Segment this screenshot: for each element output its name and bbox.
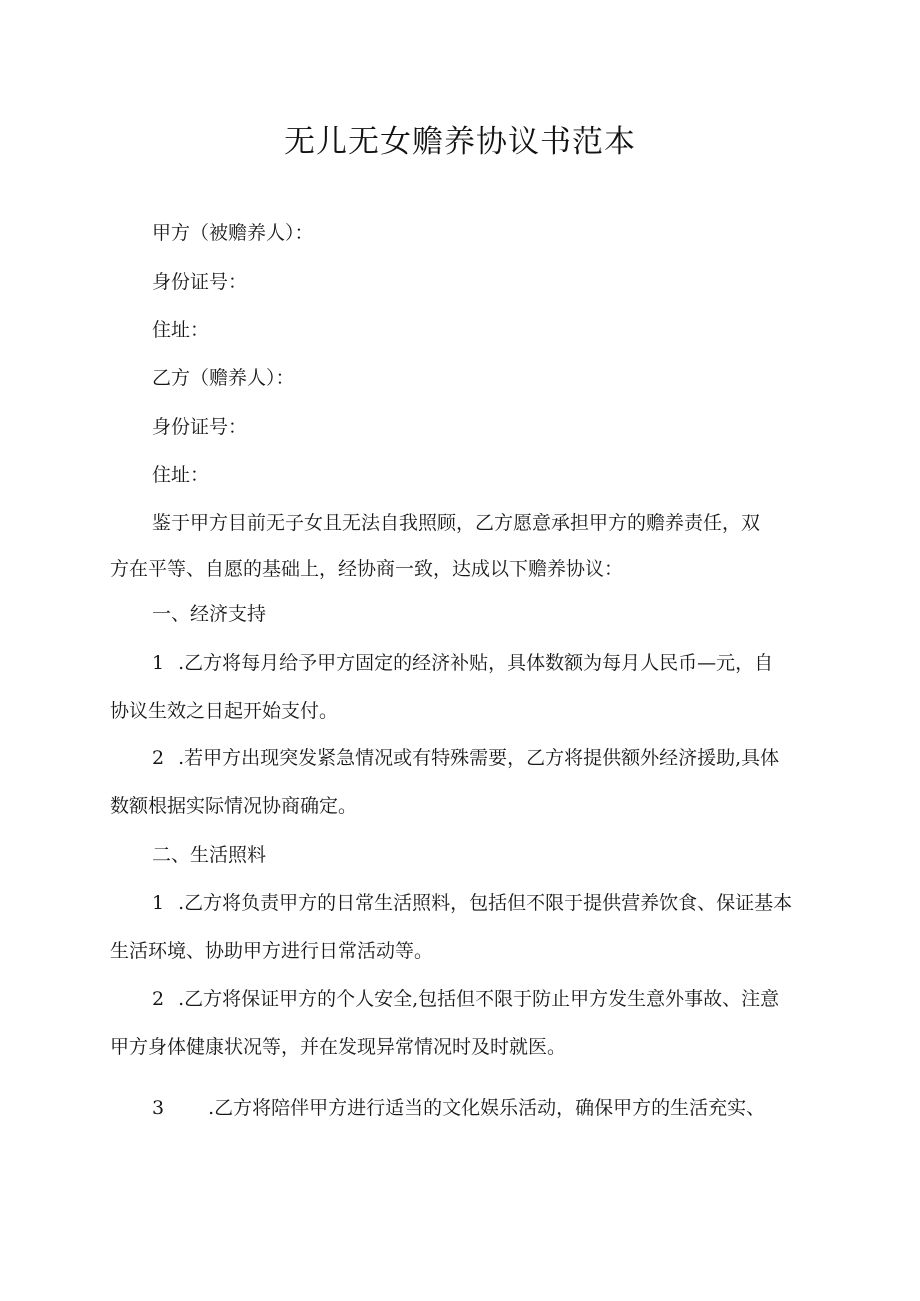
preamble-line-1: 鉴于甲方目前无子女且无法自我照顾，乙方愿意承担甲方的赡养责任，双 [152,512,761,534]
section-2-item-1-line-2: 生活环境、协助甲方进行日常活动等。 [110,940,434,962]
party-a-address-label: 住址： [152,319,210,341]
item-text: .乙方将保证甲方的个人安全,包括但不限于防止甲方发生意外事故、注意 [178,988,780,1010]
section-1-item-2-line-2: 数额根据实际情况协商确定。 [110,795,358,817]
section-2-heading: 二、生活照料 [152,844,267,866]
party-b-label: 乙方（赡养人）： [152,367,295,389]
section-2-item-1-line-1 [152,891,792,915]
section-2-item-2-line-2: 甲方身体健康状况等，并在发现异常情况时及时就医。 [110,1036,567,1058]
item-text: .若甲方出现突发紧急情况或有特殊需要，乙方将提供额外经济援助,具体 [178,747,780,769]
section-2-item-2-line-1 [152,987,779,1011]
section-2-item-3-line-1 [152,1096,765,1120]
item-number: 3 [152,1097,165,1119]
section-1-heading: 一、经济支持 [152,603,267,625]
document-title: 无儿无女赡养协议书范本 [284,124,636,160]
party-a-label: 甲方（被赡养人）： [152,222,314,244]
section-1-item-1-line-2: 协议生效之日起开始支付。 [110,700,339,722]
party-b-id-label: 身份证号： [152,416,248,438]
item-number: 1 [152,892,165,914]
item-number: 2 [152,988,165,1010]
section-1-item-1-line-1 [152,651,773,675]
party-a-id-label: 身份证号： [152,271,248,293]
item-text: .乙方将负责甲方的日常生活照料，包括但不限于提供营养饮食、保证基本 [178,892,793,914]
section-1-item-2-line-1 [152,746,779,770]
preamble-line-2: 方在平等、自愿的基础上，经协商一致，达成以下赡养协议： [110,558,624,580]
item-text: .乙方将陪伴甲方进行适当的文化娱乐活动，确保甲方的生活充实、 [208,1097,766,1119]
item-number: 1 [152,652,165,674]
item-number: 2 [152,747,165,769]
party-b-address-label: 住址： [152,464,210,486]
item-text: .乙方将每月给予甲方固定的经济补贴，具体数额为每月人民币—元，自 [178,652,774,674]
